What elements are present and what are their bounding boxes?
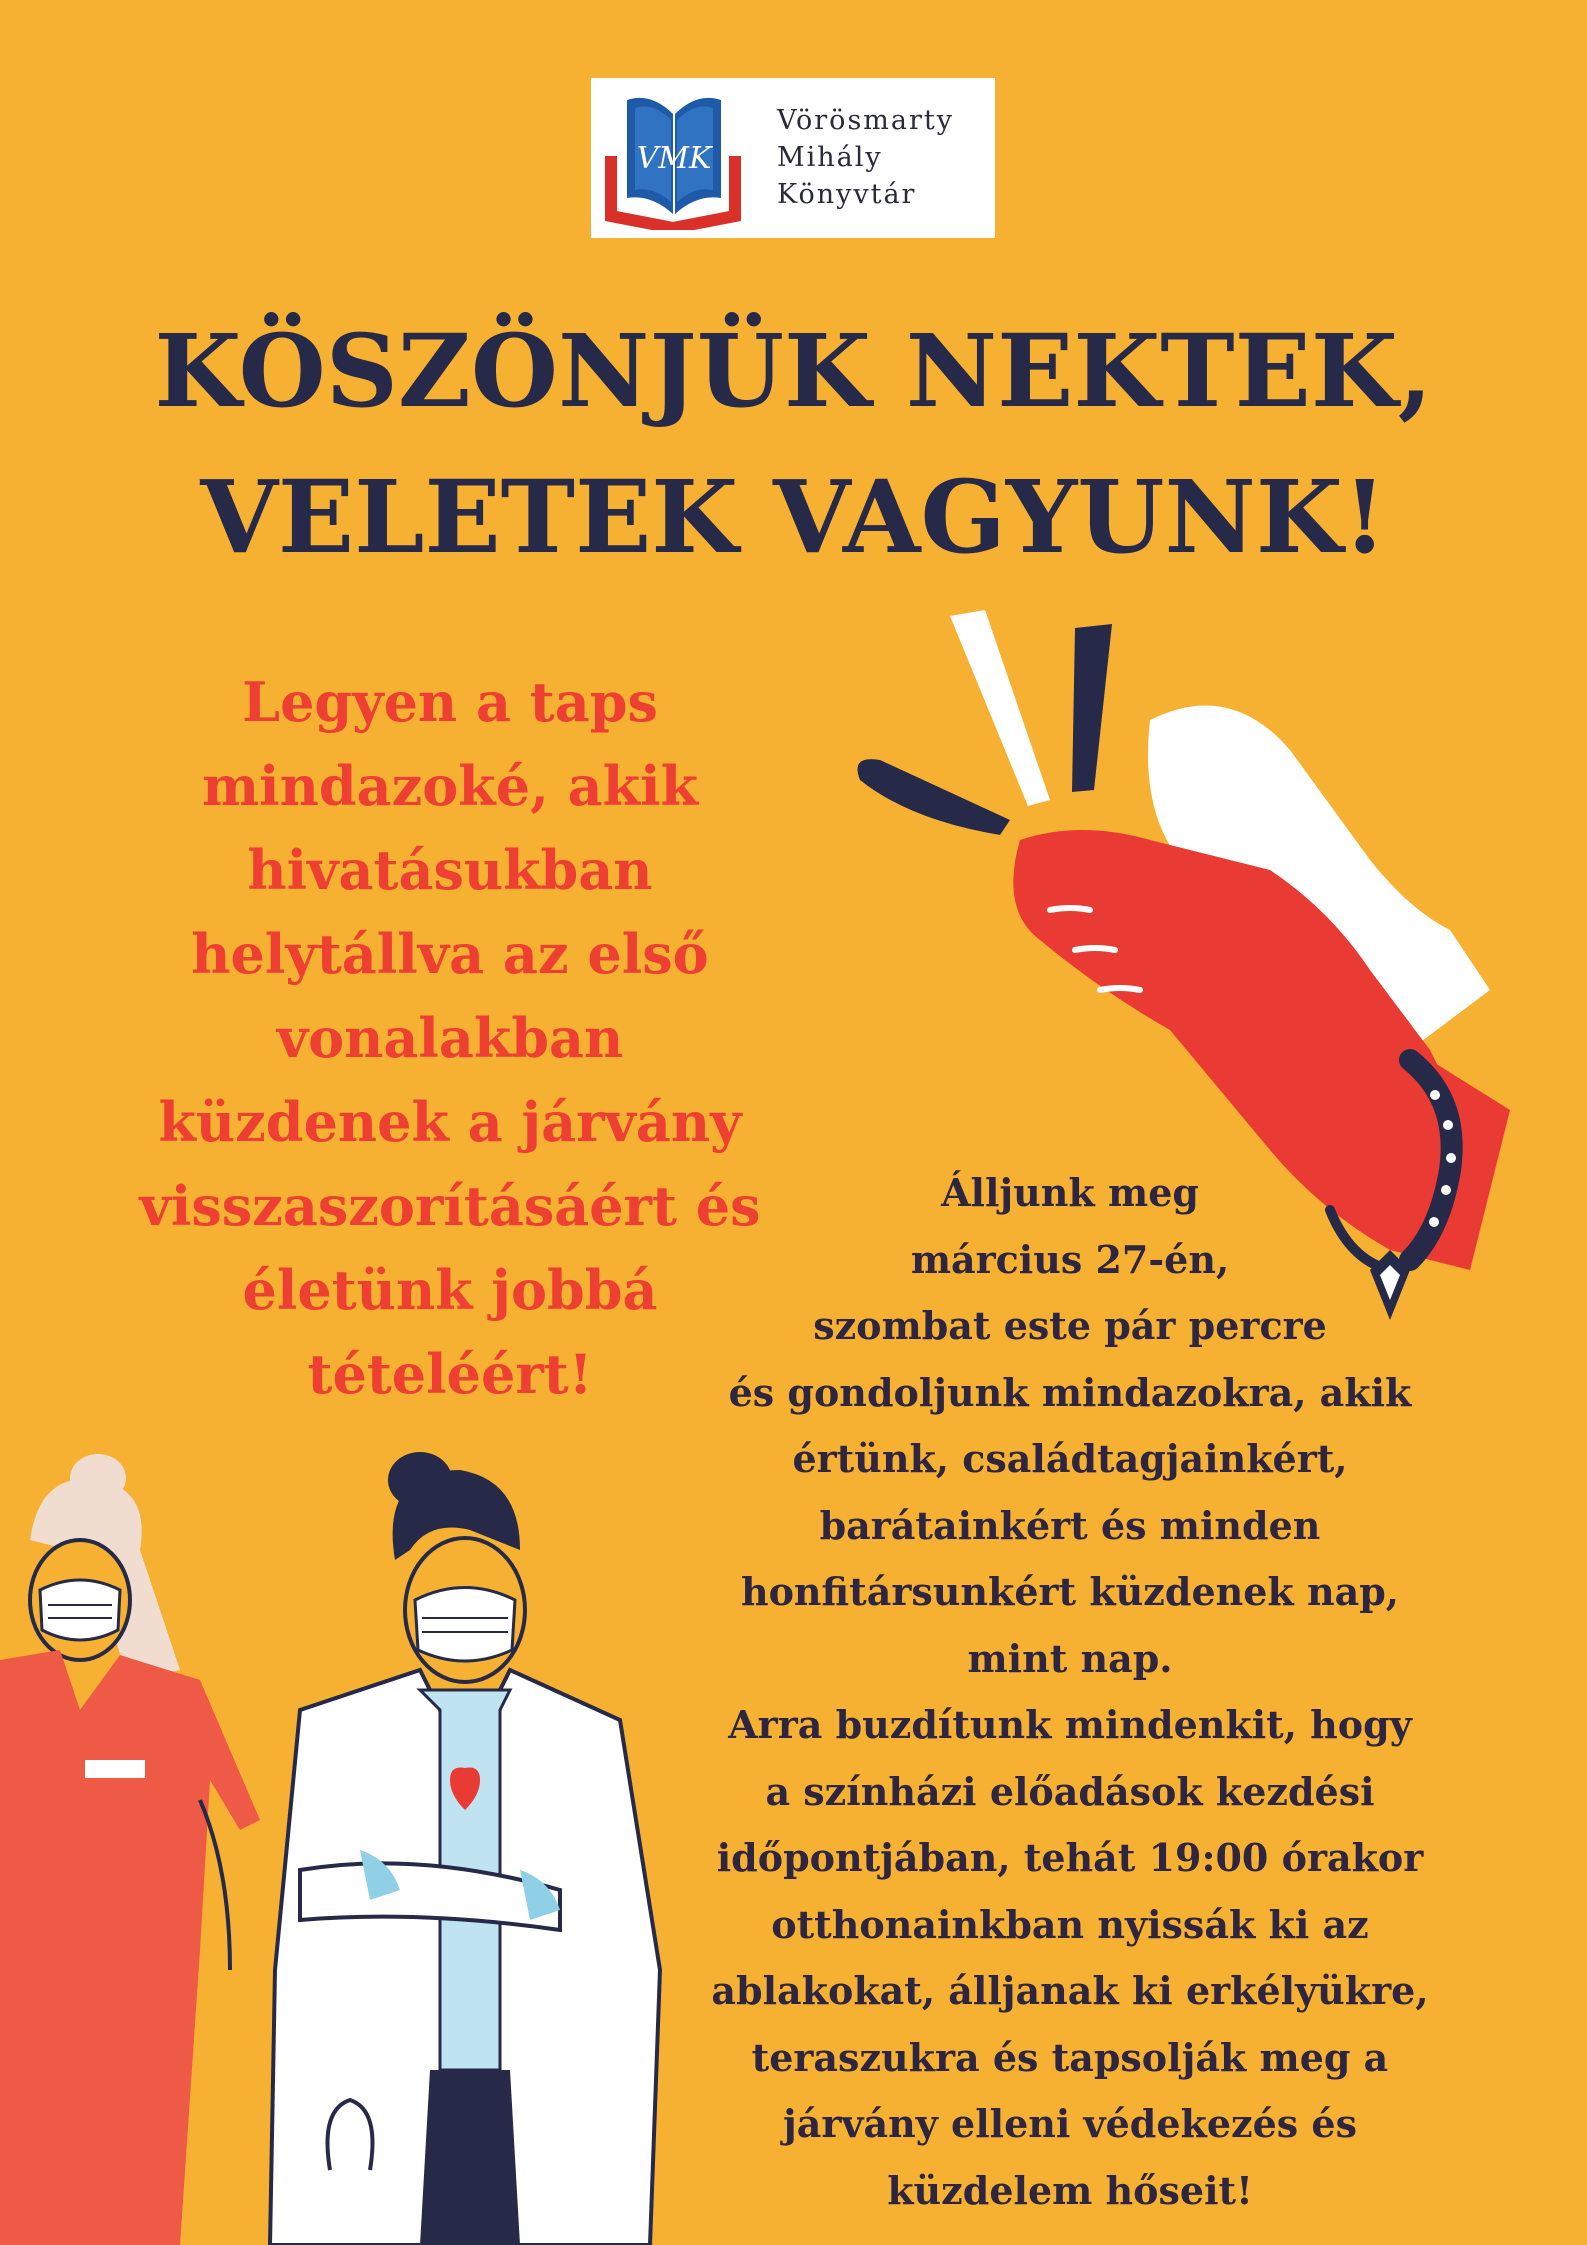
message-line: Arra buzdítunk mindenkit, hogy — [728, 1702, 1412, 1747]
message-line: időpontjában, tehát 19:00 órakor — [716, 1835, 1424, 1880]
library-name-line: Mihály — [777, 142, 883, 173]
health-workers-illustration — [0, 1450, 680, 2245]
library-name-line: Könyvtár — [777, 179, 917, 210]
dedication-line: Legyen a taps — [242, 670, 658, 734]
library-logo — [591, 78, 995, 238]
dedication-line: életünk jobbá — [242, 1258, 658, 1322]
message-line: honfitársunkért küzdenek nap, — [740, 1569, 1400, 1614]
dedication-line: helytállva az első — [191, 922, 709, 986]
dedication-line: mindazoké, akik — [201, 754, 699, 818]
message-line: Álljunk meg — [941, 1170, 1199, 1215]
message-line: ablakokat, álljanak ki erkélyükre, — [711, 1968, 1429, 2013]
page-title — [60, 298, 1527, 590]
message-line: teraszukra és tapsolják meg a — [751, 2034, 1389, 2080]
message-line: küzdelem hőseit! — [887, 2167, 1253, 2213]
message-line: szombat este pár percre — [813, 1303, 1327, 1348]
dedication-line: tételéért! — [307, 1342, 593, 1406]
message-line: a színházi előadások kezdési — [765, 1768, 1375, 1814]
library-name-line: Vörösmarty — [777, 105, 955, 136]
title-line-1: KÖSZÖNJÜK NEKTEK, — [154, 312, 1433, 430]
message-line: értünk, családtagjainkért, — [792, 1436, 1348, 1481]
title-line-2: VELETEK VAGYUNK! — [200, 458, 1387, 576]
message-line: barátainkért és minden — [819, 1502, 1321, 1548]
message-line: otthonainkban nyissák ki az — [771, 1901, 1369, 1947]
call-to-action — [690, 1160, 1450, 2224]
dedication-line: vonalakban — [276, 1006, 624, 1070]
dedication-line: hivatásukban — [247, 838, 653, 902]
open-book-icon — [599, 86, 749, 230]
dedication-line: visszaszorításáért és — [139, 1174, 761, 1238]
message-line: járvány elleni védekezés és — [782, 2101, 1357, 2146]
library-name — [777, 102, 954, 213]
message-line: mint nap. — [967, 1635, 1173, 1681]
message-line: március 27-én, — [910, 1236, 1230, 1282]
dedication-line: küzdenek a járvány — [158, 1090, 742, 1154]
logo-mark-text: VMK — [636, 141, 712, 176]
message-line: és gondoljunk mindazokra, akik — [728, 1369, 1412, 1415]
